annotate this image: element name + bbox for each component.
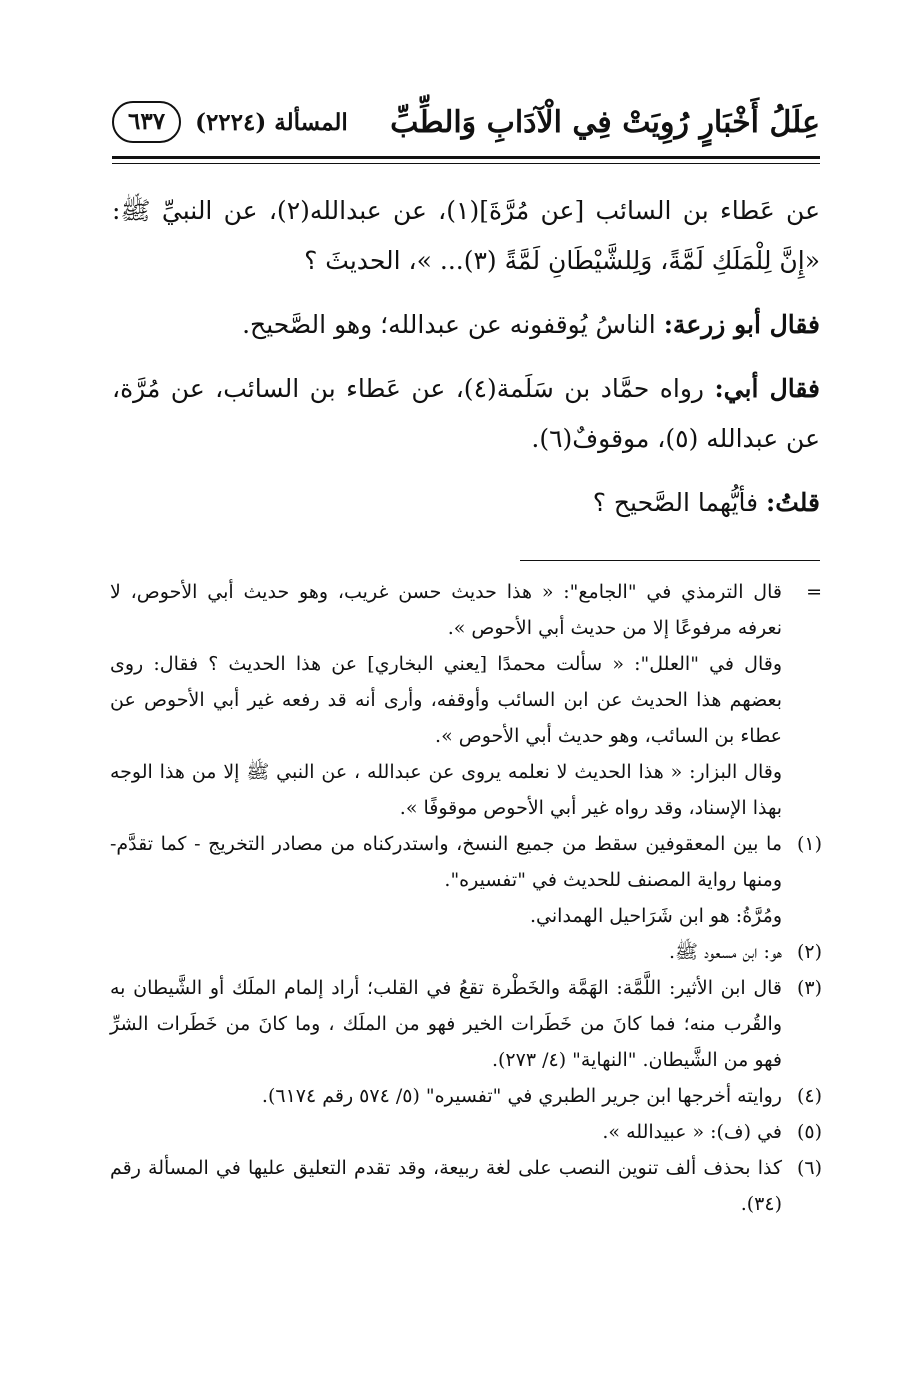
footnote-line: قال ابن الأثير: اللَّمَّة: الهَمَّة والخَطْرة تقعُ في القلب؛ أراد إلمام الملَك أو الشَّيطان به والقُرب منه؛ فما كانَ من خَطَرات الخير فهو من الملَك ، وما كانَ من خَطَرات الشرِّ فهو من الشَّيطان. "النهاية" (٤/ ٢٧٣). bbox=[110, 977, 782, 1071]
footnote-line: كذا بحذف ألف تنوين النصب على لغة ربيعة، وقد تقدم التعليق عليها في المسألة رقم (٣٤). bbox=[110, 1157, 782, 1215]
footnote-4 bbox=[110, 1078, 822, 1114]
page-number: ٦٣٧ bbox=[112, 101, 181, 143]
header-rule-thick bbox=[112, 156, 820, 159]
footnote-line: ومُرَّةُ: هو ابن شَرَاحيل الهمداني. bbox=[530, 905, 782, 927]
footnote-mark: = bbox=[806, 581, 822, 603]
paragraph-text: الناسُ يُوقفونه عن عبدالله؛ وهو الصَّحيح. bbox=[242, 310, 664, 339]
paragraph-text: فأيُّهما الصَّحيح ؟ bbox=[592, 488, 766, 517]
footnote-2 bbox=[110, 934, 822, 970]
page-header bbox=[112, 96, 820, 148]
paragraph-abi bbox=[112, 364, 820, 464]
speaker-label: فقال أبو زرعة: bbox=[663, 310, 820, 339]
footnote-mark: (٤) bbox=[796, 1085, 822, 1107]
footnote-line: وقال في "العلل": « سألت محمدًا [يعني البخاري] عن هذا الحديث ؟ فقال: روى بعضهم هذا الحديث عن ابن السائب وأوقفه، وأرى أنه قد رفعه غير أبي الأحوص عن عطاء بن السائب، وهو حديث أبي الأحوص ». bbox=[110, 653, 782, 747]
footnote-1 bbox=[110, 826, 822, 934]
paragraph-text: رواه حمَّاد بن سَلَمة(٤)، عن عَطاء بن السائب، عن مُرَّة، عن عبدالله (٥)، موقوفٌ(٦). bbox=[112, 374, 820, 453]
footnote-3 bbox=[110, 970, 822, 1078]
footnote-5 bbox=[110, 1114, 822, 1150]
footnote-line: ما بين المعقوفين سقط من جميع النسخ، واستدركناه من مصادر التخريج - كما تقدَّم- ومنها رواية المصنف للحديث في "تفسيره". bbox=[110, 833, 782, 891]
footnote-mark: (٢) bbox=[796, 941, 822, 963]
paragraph-question bbox=[112, 478, 820, 528]
footnote-line: هو: ابن مسعود ﷺ. bbox=[669, 941, 782, 963]
footnote-line: في (ف): « عبيدالله ». bbox=[602, 1121, 782, 1143]
footnotes bbox=[110, 574, 822, 1222]
footnote-6 bbox=[110, 1150, 822, 1222]
footnote-mark: (٦) bbox=[796, 1157, 822, 1179]
main-text bbox=[112, 186, 820, 528]
header-meta bbox=[112, 101, 348, 143]
paragraph-abu-zurah bbox=[112, 300, 820, 350]
footnote-mark: (٣) bbox=[796, 977, 822, 999]
footnote-mark: (١) bbox=[796, 833, 822, 855]
footnote-line: قال الترمذي في "الجامع": « هذا حديث حسن غريب، وهو حديث أبي الأحوص، لا نعرفه مرفوعًا إلا من حديث أبي الأحوص ». bbox=[110, 581, 782, 639]
footnote-separator bbox=[520, 560, 820, 561]
book-title: عِلَلُ أَخْبَارٍ رُوِيَتْ فِي الْآدَابِ وَالطِّبِّ bbox=[390, 104, 820, 140]
footnote-line: روايته أخرجها ابن جرير الطبري في "تفسيره" (٥/ ٥٧٤ رقم ٦١٧٤). bbox=[261, 1085, 782, 1107]
header-rule-thin bbox=[112, 163, 820, 164]
paragraph-isnad: عن عَطاء بن السائب [عن مُرَّةَ](١)، عن عبدالله(٢)، عن النبيِّ ﷺ: «إِنَّ لِلْمَلَكِ لَمَّةً، وَلِلشَّيْطَانِ لَمَّةً (٣)... »، الحديثَ ؟ bbox=[112, 196, 820, 275]
issue-label: المسألة (٢٢٢٤) bbox=[195, 108, 348, 136]
speaker-label: قلتُ: bbox=[765, 488, 820, 517]
speaker-label: فقال أبي: bbox=[714, 374, 820, 403]
footnote-line: وقال البزار: « هذا الحديث لا نعلمه يروى عن عبدالله ، عن النبي ﷺ إلا من هذا الوجه بهذا الإسناد، وقد رواه غير أبي الأحوص موقوفًا ». bbox=[110, 761, 782, 819]
footnote-continuation bbox=[110, 574, 822, 826]
footnote-mark: (٥) bbox=[796, 1121, 822, 1143]
